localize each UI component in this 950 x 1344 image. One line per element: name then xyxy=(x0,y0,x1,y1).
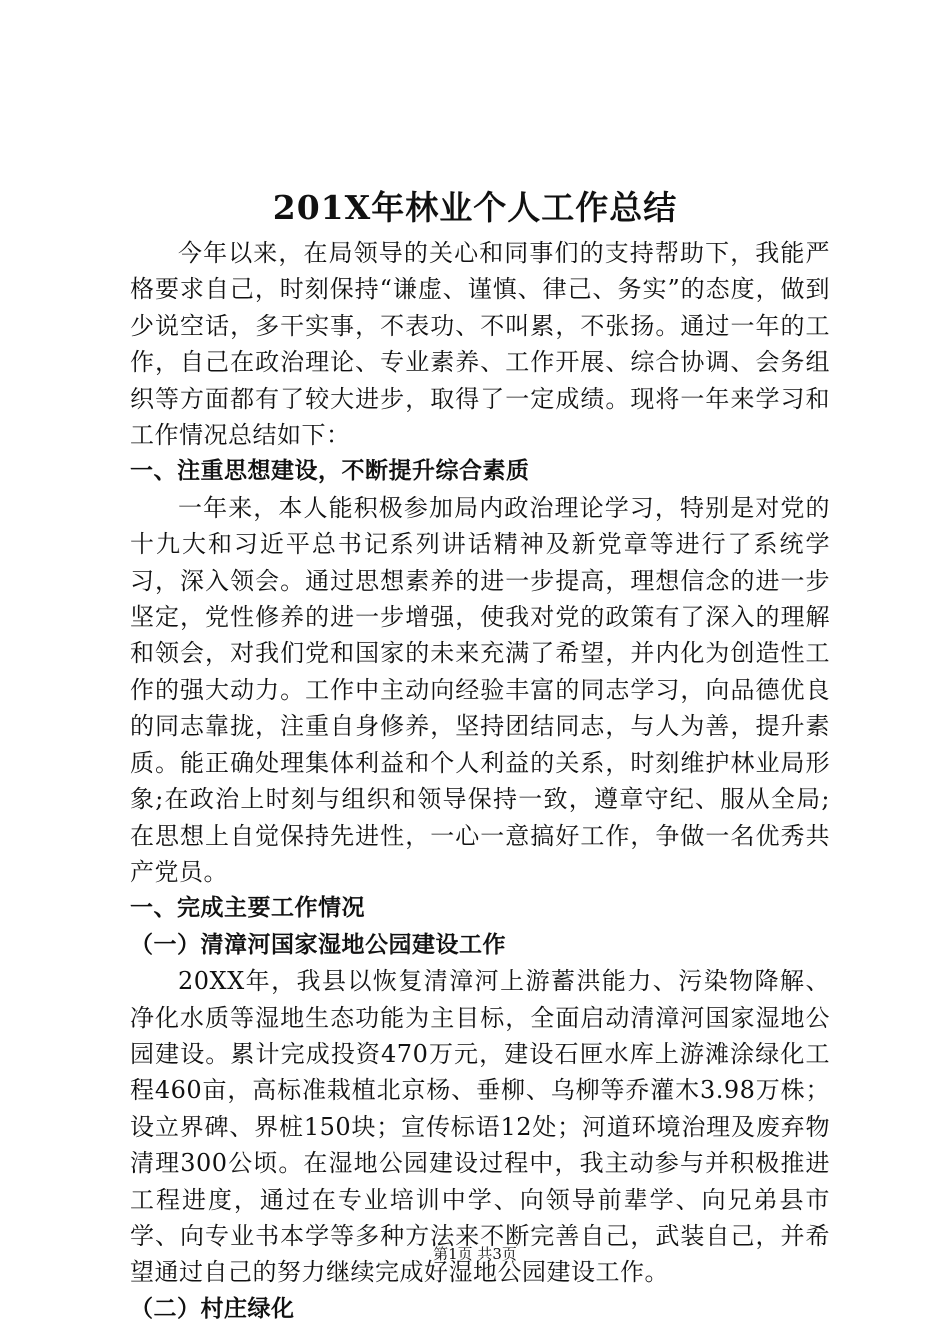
page-footer: 第1页 共3页 xyxy=(433,1245,517,1263)
subsection-heading-1: （一）清漳河国家湿地公园建设工作 xyxy=(130,931,506,958)
section-1-paragraph: 一年来，本人能积极参加局内政治理论学习，特别是对党的十九大和习近平总书记系列讲话精神及新党章等进行了系统学习，深入领会。通过思想素养的进一步提高，理想信念的进一步坚定，党性修养的进一步增强，使我对党的政策有了深入的理解和领会，对我们党和国家的未来充满了希望，并内化为创造性工作的强大动力。工作中主动向经验丰富的同志学习，向品德优良的同志靠拢，注重自身修养，坚持团结同志，与人为善，提升素质。能正确处理集体利益和个人利益的关系，时刻维护林业局形象;在政治上时刻与组织和领导保持一致，遵章守纪、服从全局;在思想上自觉保持先进性，一心一意搞好工作，争做一名优秀共产党员。 xyxy=(130,493,830,886)
document-title: 201X年林业个人工作总结 xyxy=(272,188,678,227)
document-body xyxy=(130,235,830,1327)
section-heading-1: 一、注重思想建设，不断提升综合素质 xyxy=(130,458,530,485)
subsection-heading-2: （二）村庄绿化 xyxy=(130,1295,295,1322)
intro-paragraph: 今年以来，在局领导的关心和同事们的支持帮助下，我能严格要求自己，时刻保持“谦虚、谨慎、律己、务实”的态度，做到少说空话，多干实事，不表功、不叫累，不张扬。通过一年的工作，自己在政治理论、专业素养、工作开展、综合协调、会务组织等方面都有了较大进步，取得了一定成绩。现将一年来学习和工作情况总结如下： xyxy=(130,239,830,450)
section-heading-2: 一、完成主要工作情况 xyxy=(130,895,365,922)
subsection-1-paragraph: 20XX年，我县以恢复清漳河上游蓄洪能力、污染物降解、净化水质等湿地生态功能为主目标，全面启动清漳河国家湿地公园建设。累计完成投资470万元，建设石匣水库上游滩涂绿化工程460亩，高标准栽植北京杨、垂柳、乌柳等乔灌木3.98万株；设立界碑、界桩150块；宣传标语12处；河道环境治理及废弃物清理300公顷。在湿地公园建设过程中，我主动参与并积极推进工程进度，通过在专业培训中学、向领导前辈学、向兄弟县市学、向专业书本学等多种方法来不断完善自己，武装自己，并希望通过自己的努力继续完成好湿地公园建设工作。 xyxy=(130,967,830,1287)
